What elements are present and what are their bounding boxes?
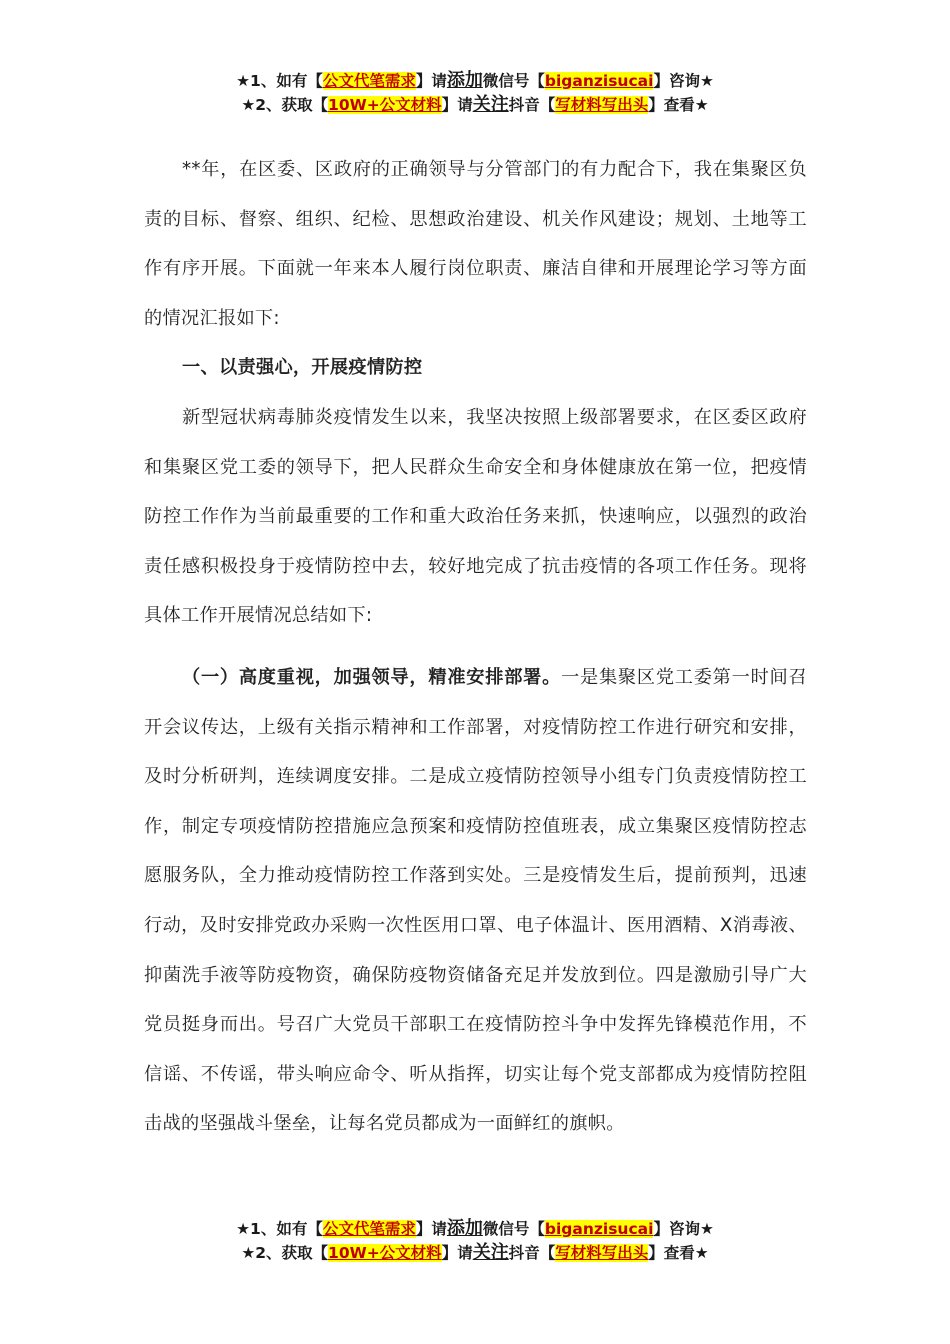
promo-text: 】查看★ (648, 1244, 709, 1262)
promo-text: ★1、如有【 (236, 72, 323, 90)
promo-text: ★2、获取【 (241, 1244, 329, 1262)
promo-wechat-id: biganzisucai (544, 1220, 654, 1238)
promo-text: 】请 (441, 1244, 473, 1262)
promo-text: 】咨询★ (653, 1220, 714, 1238)
promo-highlight: 10W+公文材料 (328, 1244, 442, 1262)
promo-douyin-name: 写材料写出头 (555, 96, 649, 114)
promo-emphasis: 添加 (446, 70, 483, 91)
promo-banner-bottom (0, 1217, 950, 1265)
promo-banner-top (0, 69, 950, 117)
promo-line-1 (0, 69, 950, 93)
promo-text: ★2、获取【 (241, 96, 329, 114)
paragraph-intro: **年，在区委、区政府的正确领导与分管部门的有力配合下，我在集聚区负责的目标、督察、组织、纪检、思想政治建设、机关作风建设；规划、土地等工作有序开展。下面就一年来本人履行岗位职责、廉洁自律和开展理论学习等方面的情况汇报如下: (144, 159, 807, 329)
promo-text: 微信号【 (482, 72, 545, 90)
promo-text: 抖音【 (508, 1244, 556, 1262)
promo-highlight: 公文代笔需求 (322, 1220, 416, 1238)
promo-line-2 (0, 1241, 950, 1265)
section-heading: 一、以责强心，开展疫情防控 (182, 357, 423, 379)
promo-text: ★1、如有【 (236, 1220, 323, 1238)
promo-text: 微信号【 (482, 1220, 545, 1238)
promo-text: 抖音【 (508, 96, 556, 114)
promo-highlight: 10W+公文材料 (328, 96, 442, 114)
promo-line-1 (0, 1217, 950, 1241)
paragraph-measures (144, 653, 807, 1149)
promo-text: 】请 (415, 72, 447, 90)
document-body (144, 145, 807, 1149)
promo-text: 】请 (441, 96, 473, 114)
promo-text: 】查看★ (648, 96, 709, 114)
promo-emphasis: 关注 (472, 1242, 509, 1263)
promo-text: 】咨询★ (653, 72, 714, 90)
promo-highlight: 公文代笔需求 (322, 72, 416, 90)
promo-line-2 (0, 93, 950, 117)
subsection-heading: （一）高度重视，加强领导，精准安排部署。 (182, 666, 562, 688)
promo-emphasis: 添加 (446, 1218, 483, 1239)
promo-text: 】请 (415, 1220, 447, 1238)
paragraph-measures-text: 一是集聚区党工委第一时间召开会议传达，上级有关指示精神和工作部署，对疫情防控工作进行研究和安排，及时分析研判，连续调度安排。二是成立疫情防控领导小组专门负责疫情防控工作，制定专项疫情防控措施应急预案和疫情防控值班表，成立集聚区疫情防控志愿服务队，全力推动疫情防控工作落到实处。三是疫情发生后，提前预判，迅速行动，及时安排党政办采购一次性医用口罩、电子体温计、医用酒精、X消毒液、抑菌洗手液等防疫物资，确保防疫物资储备充足并发放到位。四是激励引导广大党员挺身而出。号召广大党员干部职工在疫情防控斗争中发挥先锋模范作用，不信谣、不传谣，带头响应命令、听从指挥，切实让每个党支部都成为疫情防控阻击战的坚强战斗堡垒，让每名党员都成为一面鲜红的旗帜。 (144, 666, 807, 1135)
promo-douyin-name: 写材料写出头 (555, 1244, 649, 1262)
paragraph-overview: 新型冠状病毒肺炎疫情发生以来，我坚决按照上级部署要求，在区委区政府和集聚区党工委的领导下，把人民群众生命安全和身体健康放在第一位，把疫情防控工作作为当前最重要的工作和重大政治任务来抓，快速响应，以强烈的政治责任感积极投身于疫情防控中去，较好地完成了抗击疫情的各项工作任务。现将具体工作开展情况总结如下: (144, 406, 807, 627)
promo-emphasis: 关注 (472, 94, 509, 115)
promo-wechat-id: biganzisucai (544, 72, 654, 90)
